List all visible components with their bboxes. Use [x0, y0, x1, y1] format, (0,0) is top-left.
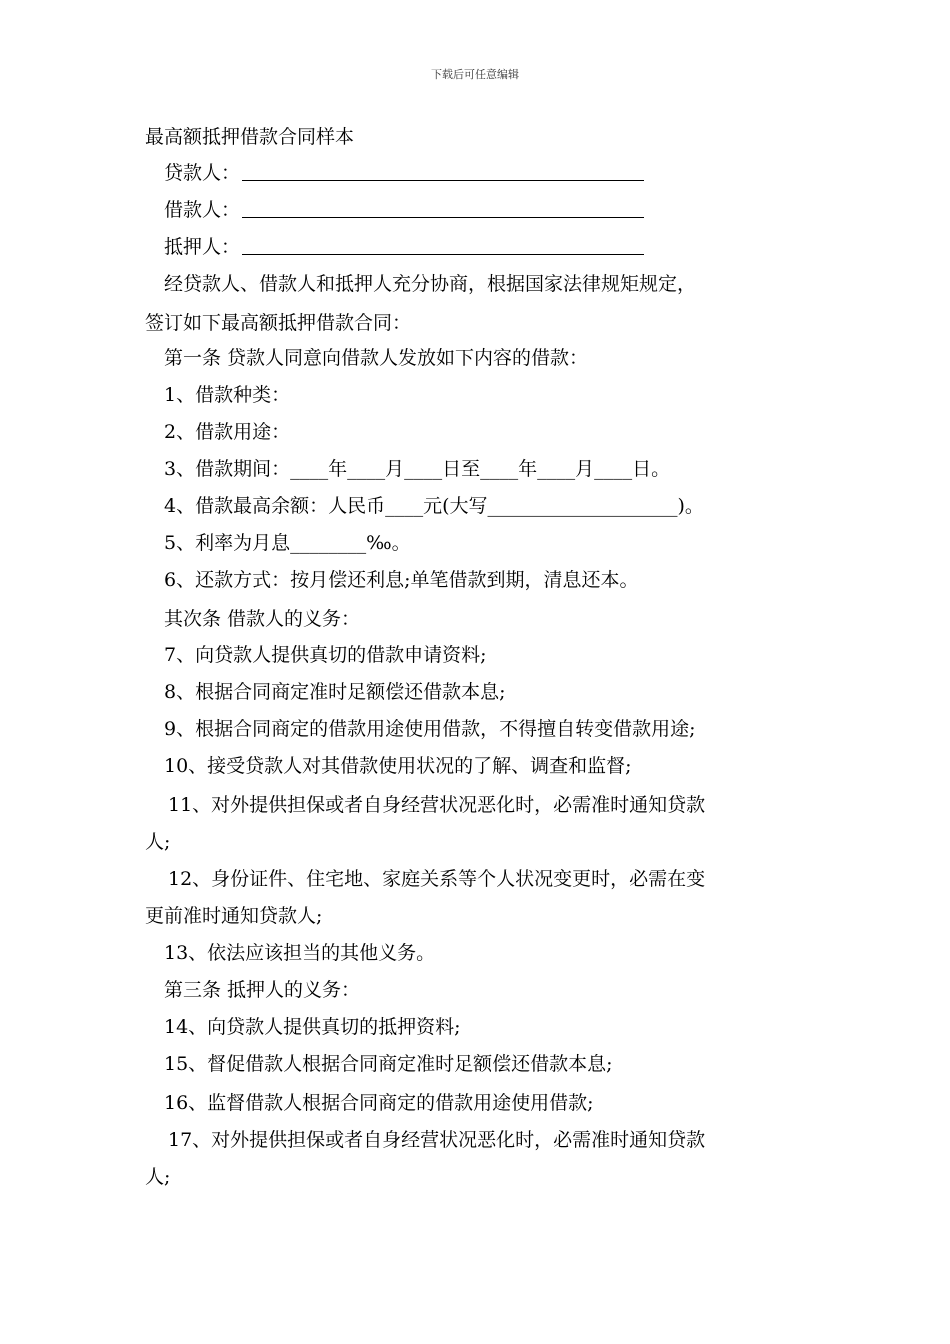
fill-in-line — [242, 234, 644, 255]
clause-line: 1、借款种类： — [164, 384, 291, 406]
party-label: 抵押人： — [164, 236, 241, 258]
clause-line: 15、督促借款人根据合同商定准时足额偿还借款本息; — [164, 1053, 613, 1075]
document-title: 最高额抵押借款合同样本 — [145, 126, 355, 148]
clause-line: 10、接受贷款人对其借款使用状况的了解、调查和监督; — [164, 755, 632, 777]
paragraph-line: 经贷款人、借款人和抵押人充分协商，根据国家法律规矩规定， — [164, 273, 697, 295]
clause-line: 13、依法应该担当的其他义务。 — [164, 942, 436, 964]
clause-line: 人; — [145, 831, 171, 853]
clause-line: 11、对外提供担保或者自身经营状况恶化时，必需准时通知贷款 — [168, 794, 706, 816]
party-label: 借款人： — [164, 199, 241, 221]
party-label: 贷款人： — [164, 162, 241, 184]
clause-line: 16、监督借款人根据合同商定的借款用途使用借款; — [164, 1092, 594, 1114]
article-heading: 第三条 抵押人的义务： — [164, 979, 361, 1001]
clause-line: 3、借款期间：____年____月____日至____年____月____日。 — [164, 458, 671, 480]
fill-in-line — [242, 197, 644, 218]
clause-line: 更前准时通知贷款人; — [145, 905, 323, 927]
clause-line: 9、根据合同商定的借款用途使用借款，不得擅自转变借款用途; — [164, 718, 696, 740]
clause-line: 17、对外提供担保或者自身经营状况恶化时，必需准时通知贷款 — [168, 1129, 706, 1151]
clause-line: 12、身份证件、住宅地、家庭关系等个人状况变更时，必需在变 — [168, 868, 706, 890]
clause-line: 2、借款用途： — [164, 421, 291, 443]
clause-line: 7、向贷款人提供真切的借款申请资料; — [164, 644, 487, 666]
clause-line: 人; — [145, 1166, 171, 1188]
clause-line: 5、利率为月息________‰。 — [164, 532, 411, 554]
article-heading: 第一条 贷款人同意向借款人发放如下内容的借款： — [164, 347, 589, 369]
clause-line: 6、还款方式：按月偿还利息;单笔借款到期，清息还本。 — [164, 569, 639, 591]
fill-in-line — [242, 160, 644, 181]
party-mortgagor — [145, 234, 834, 260]
article-heading: 其次条 借款人的义务： — [164, 608, 361, 630]
party-borrower — [145, 197, 834, 223]
header-note: 下载后可任意编辑 — [431, 68, 519, 81]
clause-line: 14、向贷款人提供真切的抵押资料; — [164, 1016, 461, 1038]
party-lender — [145, 160, 834, 186]
clause-line: 4、借款最高余额：人民币____元(大写____________________)。 — [164, 495, 704, 517]
paragraph-line: 签订如下最高额抵押借款合同： — [145, 312, 412, 334]
clause-line: 8、根据合同商定准时足额偿还借款本息; — [164, 681, 506, 703]
